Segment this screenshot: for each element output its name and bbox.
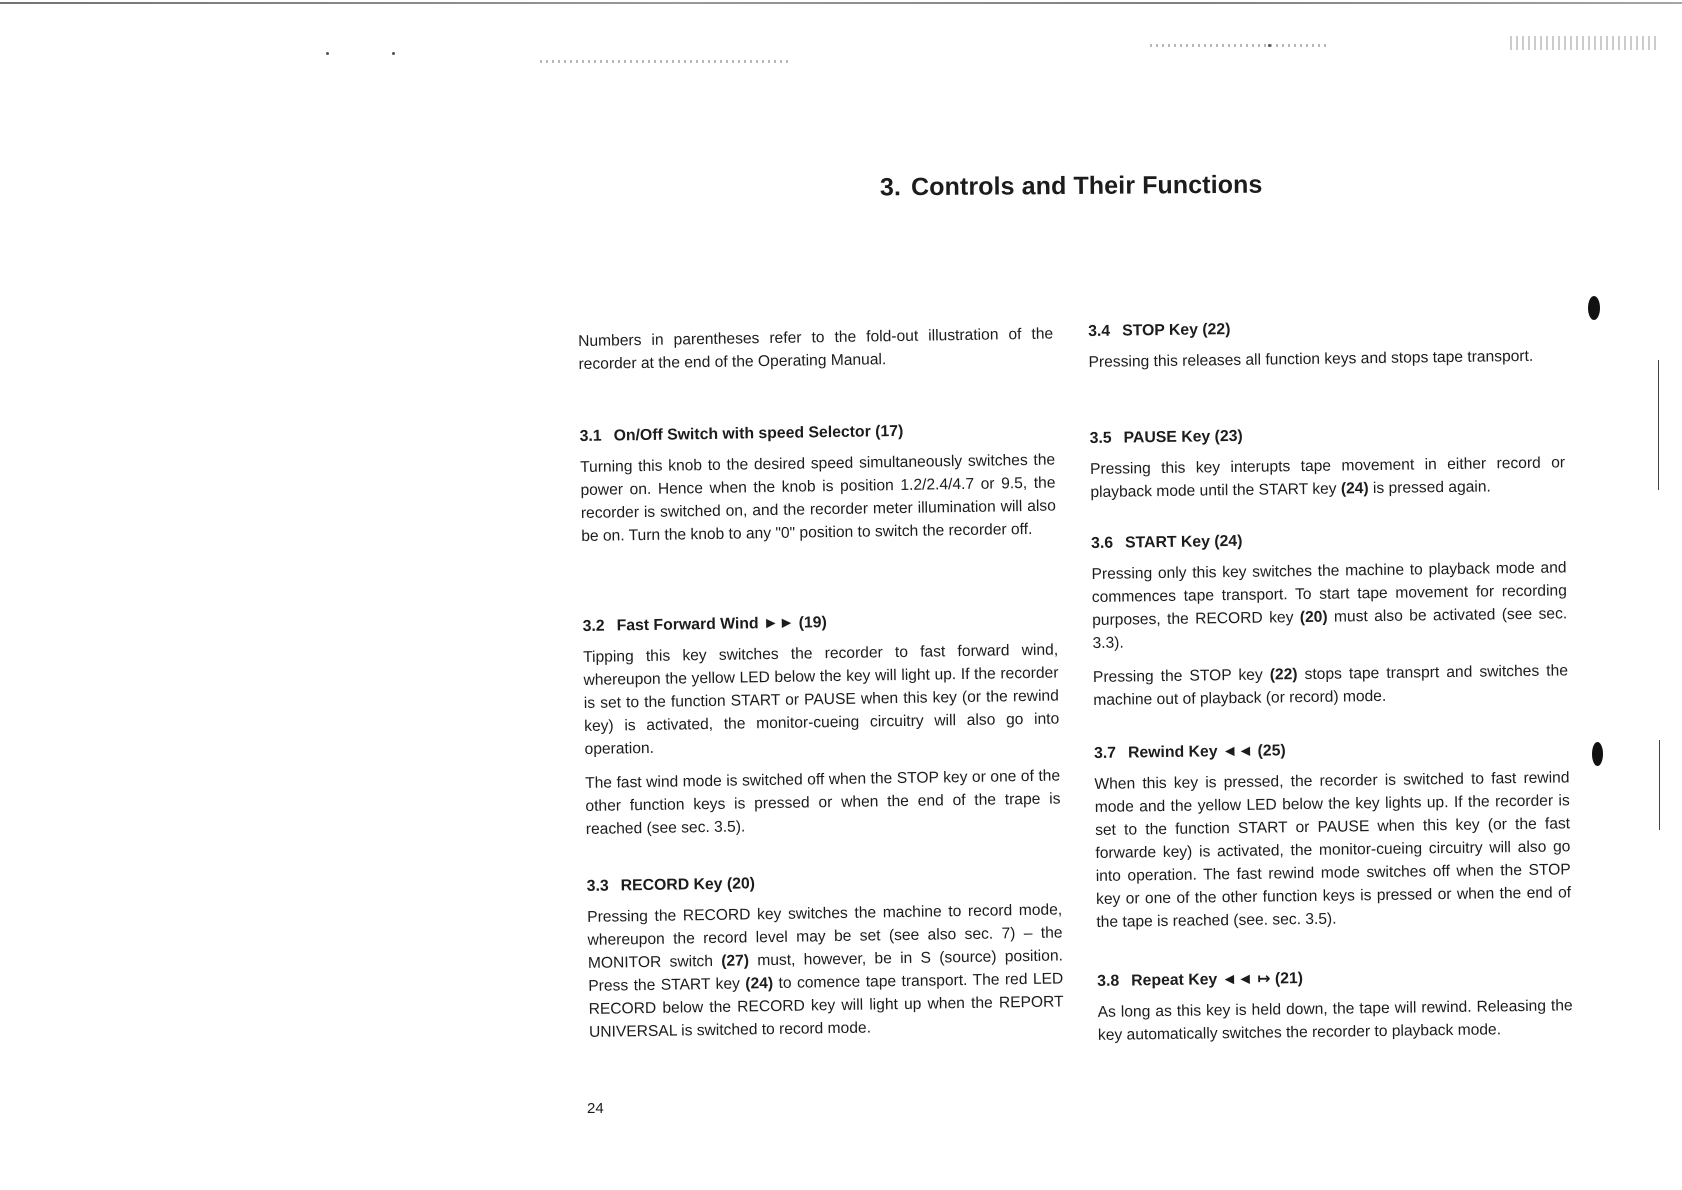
section-title: RECORD Key (20) (620, 875, 756, 895)
section-3-1 (579, 418, 1056, 548)
section-title: START Key (24) (1124, 532, 1243, 552)
reference-number: (24) (745, 975, 774, 993)
reference-number: (27) (721, 952, 750, 970)
page-number: 24 (587, 1100, 604, 1117)
section-3-3 (587, 867, 1065, 1043)
section-3-5 (1089, 420, 1565, 504)
scan-border-line (0, 2, 1682, 4)
section-title: Fast Forward Wind ►► (19) (616, 614, 827, 635)
section-paragraph: Turning this knob to the desired speed simultaneously switches the power on. Hence when the knob is position 1.2/2.4/4.7 or 9.5, the recorder is switched on, and the recorder meter illumination will also be on. Turn the knob to any "0" position to switch the recorder off. (580, 451, 1056, 545)
section-number: 3.4 (1088, 322, 1111, 340)
section-heading (1089, 420, 1564, 450)
section-number: 3.1 (579, 427, 602, 445)
right-column (1088, 313, 1573, 1044)
section-3-7 (1094, 735, 1572, 934)
section-number: 3.3 (586, 877, 609, 895)
section-3-4 (1088, 313, 1564, 374)
text-run: Pressing the STOP key (1092, 666, 1270, 686)
text-run: Pressing the RECORD key switches the machine to record mode, whereupon the record level may be set (see also sec. 7) – the MONITOR switch (587, 901, 1063, 972)
section-paragraph: Pressing this releases all function keys and stops tape transport. (1088, 347, 1534, 371)
scan-noise (1150, 44, 1330, 47)
text-run: to comence tape transport. The red LED RECORD below the RECORD key will light up when the REPORT UNIVERSAL is switched to record mode. (588, 970, 1064, 1041)
punch-hole-mark (1592, 742, 1603, 766)
scan-speck (392, 52, 395, 55)
section-number: 3.5 (1089, 429, 1112, 447)
title-number: 3. (879, 173, 902, 202)
section-paragraph (1090, 451, 1566, 504)
section-number: 3.8 (1097, 972, 1120, 990)
section-paragraph: As long as this key is held down, the tape will rewind. Releasing the key automatically switches the recorder to playback mode. (1097, 997, 1573, 1044)
scan-speck (1268, 44, 1271, 47)
text-run: Pressing only this key switches the machine to playback mode and commences tape transport. To start tape movement for recording purposes, the RECORD key (1091, 559, 1567, 629)
section-title: PAUSE Key (23) (1123, 427, 1243, 447)
section-title: On/Off Switch with speed Selector (17) (613, 422, 904, 445)
reference-number: (24) (1340, 480, 1369, 498)
left-column (578, 323, 1064, 1041)
text-run: stops tape transprt and switches the machine out of playback (or record) mode. (1093, 662, 1569, 709)
punch-hole-mark (1588, 296, 1600, 320)
title-text: Controls and Their Functions (910, 170, 1263, 202)
section-heading (587, 867, 1062, 897)
section-3-6 (1091, 525, 1568, 712)
page-title (880, 171, 1263, 203)
reference-number: (20) (1299, 608, 1328, 627)
reference-number: (22) (1269, 666, 1298, 684)
section-paragraph: When this key is pressed, the recorder is switched to fast rewind mode and the yellow LED below the key lights up. If the recorder is set to the function START or PAUSE when this key (or the fast forwarde key) is activated, the monitor-cueing circuitry will also go into operation. The fast rewind mode switches off when the STOP key or one of the other function keys is pressed or when the end of the tape is reached (see. sec. 3.5). (1094, 769, 1572, 931)
intro-paragraph: Numbers in parentheses refer to the fold-out illustration of the recorder at the end of the Operating Manual. (578, 325, 1054, 373)
section-heading (1094, 735, 1569, 765)
scan-noise (540, 60, 790, 63)
section-3-2 (582, 608, 1060, 841)
section-paragraph: Tipping this key switches the recorder to fast forward wind, whereupon the yellow LED below the key will light up. If the recorder is set to the function START or PAUSE when this key (or the rewind key) is activated, the monitor-cueing circuitry will also go into operation. (583, 641, 1060, 758)
section-number: 3.2 (582, 617, 605, 635)
section-heading (579, 418, 1054, 448)
section-paragraph (587, 898, 1064, 1043)
text-run: must also be activated (see sec. 3.3). (1092, 605, 1568, 652)
section-paragraph (1091, 556, 1567, 655)
section-paragraph (1093, 659, 1569, 712)
section-title: STOP Key (22) (1122, 321, 1231, 340)
section-number: 3.7 (1093, 744, 1117, 762)
section-paragraph: The fast wind mode is switched off when the STOP key or one of the other function keys is pressed or when the end of the trape is reached (see sec. 3.5). (584, 767, 1061, 838)
section-heading (582, 608, 1057, 638)
page-edge-line (1658, 360, 1659, 490)
page-edge-line (1659, 740, 1660, 830)
section-heading (1088, 313, 1563, 343)
section-title: Repeat Key ◄◄ ↦ (21) (1131, 970, 1304, 990)
text-run: is pressed again. (1368, 478, 1491, 498)
scan-noise (1510, 36, 1660, 50)
scan-speck (326, 52, 329, 55)
section-number: 3.6 (1091, 534, 1114, 552)
section-title: Rewind Key ◄◄ (25) (1127, 742, 1286, 762)
section-heading (1097, 963, 1572, 993)
text-run: must, however, be in S (source) position. Press the START key (588, 947, 1064, 995)
section-3-8 (1097, 963, 1573, 1047)
text-run: Pressing this key interupts tape movement in either record or playback mode until the START key (1089, 454, 1566, 501)
section-heading (1091, 525, 1566, 555)
